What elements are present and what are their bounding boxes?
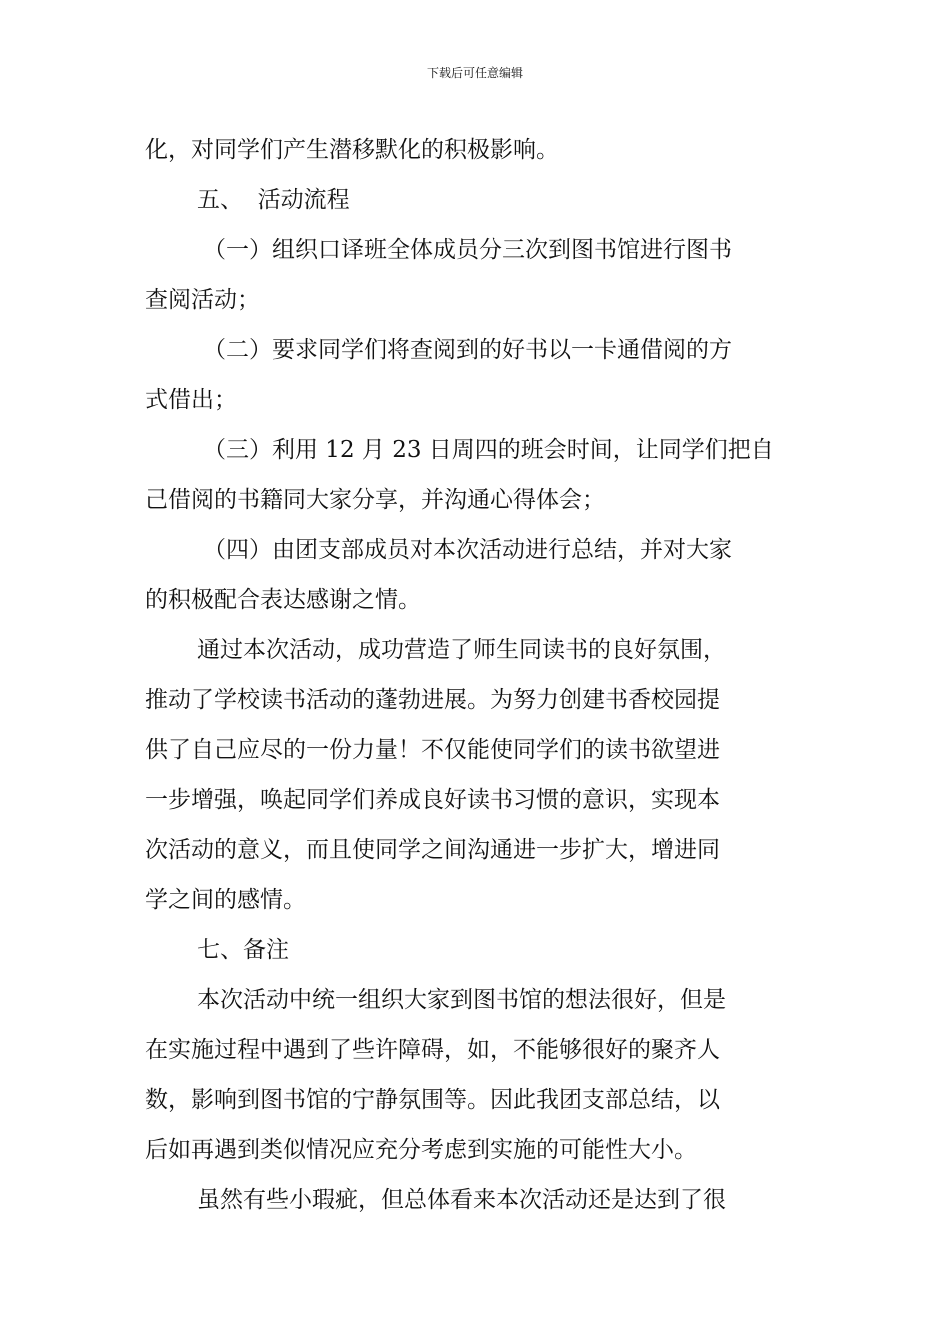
section-heading: 七、备注 — [197, 937, 289, 963]
text-line: 式借出； — [145, 387, 237, 413]
text-line: 学之间的感情。 — [145, 887, 306, 913]
text-line: （二）要求同学们将查阅到的好书以一卡通借阅的方 — [203, 337, 732, 363]
text-line: 一步增强，唤起同学们养成良好读书习惯的意识，实现本 — [145, 787, 720, 813]
text-line: 通过本次活动，成功营造了师生同读书的良好氛围， — [197, 637, 726, 663]
text-line: 供了自己应尽的一份力量！不仅能使同学们的读书欲望进 — [145, 737, 720, 763]
text-line: 数，影响到图书馆的宁静氛围等。因此我团支部总结，以 — [145, 1087, 720, 1113]
text-line: 在实施过程中遇到了些许障碍，如，不能够很好的聚齐人 — [145, 1037, 720, 1063]
text-line: 的积极配合表达感谢之情。 — [145, 587, 421, 613]
text-line: 后如再遇到类似情况应充分考虑到实施的可能性大小。 — [145, 1137, 697, 1163]
text-line: 查阅活动； — [145, 287, 260, 313]
text-line: （三）利用 12 月 23 日周四的班会时间，让同学们把自 — [203, 437, 774, 463]
text-line: 本次活动中统一组织大家到图书馆的想法很好，但是 — [197, 987, 726, 1013]
text-line: 次活动的意义，而且使同学之间沟通进一步扩大，增进同 — [145, 837, 720, 863]
text-line: （四）由团支部成员对本次活动进行总结，并对大家 — [203, 537, 732, 563]
text-line: 化，对同学们产生潜移默化的积极影响。 — [145, 137, 559, 163]
page-header: 下载后可任意编辑 — [426, 66, 523, 80]
section-heading: 五、 活动流程 — [197, 187, 350, 213]
text-line: （一）组织口译班全体成员分三次到图书馆进行图书 — [203, 237, 732, 263]
text-line: 己借阅的书籍同大家分享，并沟通心得体会； — [145, 487, 605, 513]
text-line: 虽然有些小瑕疵，但总体看来本次活动还是达到了很 — [197, 1187, 726, 1213]
text-line: 推动了学校读书活动的蓬勃进展。为努力创建书香校园提 — [145, 687, 720, 713]
